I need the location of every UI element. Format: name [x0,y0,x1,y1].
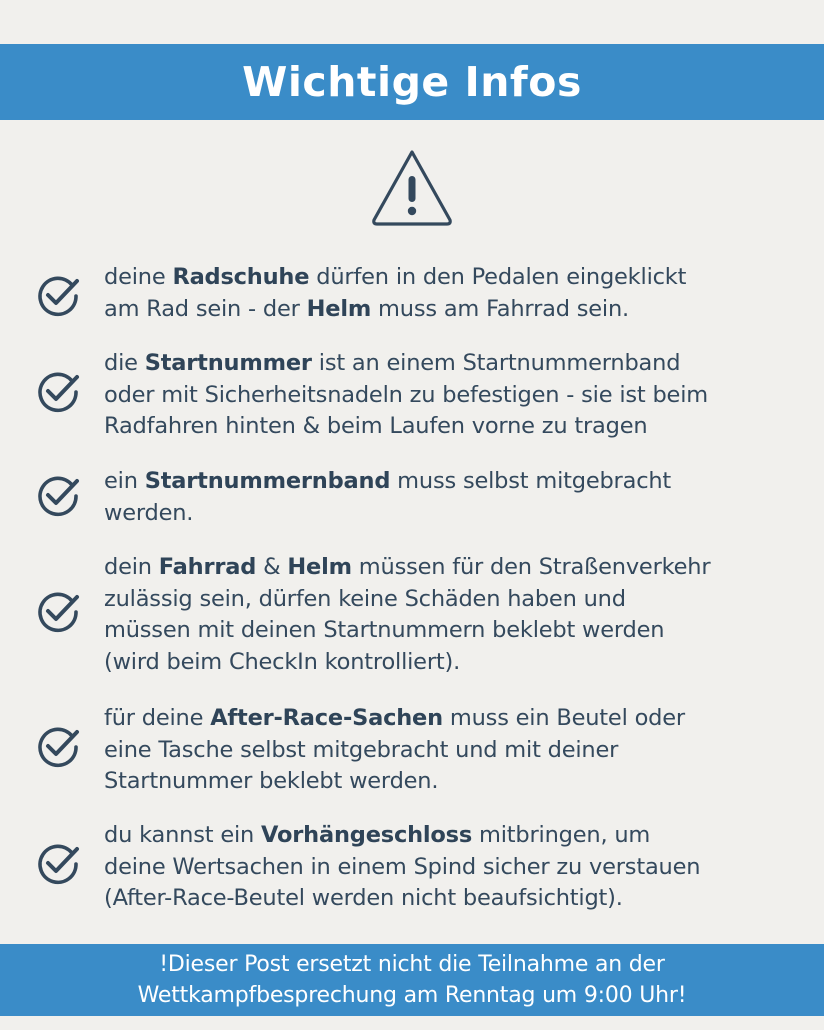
highlighted-term: After-Race-Sachen [210,705,443,731]
info-item-text [104,820,804,915]
highlighted-term: Fahrrad [158,554,257,580]
text-run: eine Tasche selbst mitgebracht und mit deiner [104,736,619,763]
check-circle-icon [36,590,80,634]
check-circle-icon [36,842,80,886]
header-bar [0,44,824,120]
text-run: werden. [104,499,194,526]
text-run: deine Wertsachen in einem Spind sicher zu verstauen [104,853,701,880]
info-item-text [104,703,804,798]
text-run: am Rad sein - der [104,295,307,322]
highlighted-term: Helm [306,295,372,322]
text-run: die [104,350,145,376]
highlighted-term: Radschuhe [172,264,310,290]
text-run: muss ein Beutel oder [442,705,685,731]
text-run: oder mit Sicherheitsnadeln zu befestigen - sie ist beim [104,381,708,408]
highlighted-term: Startnummernband [144,468,391,494]
text-run: mitbringen, um [472,822,651,848]
text-run: ist an einem Startnummernband [311,350,681,376]
highlighted-term: Vorhängeschloss [261,822,473,848]
highlighted-term: Helm [287,554,352,580]
text-run: müssen für den Straßenverkehr [351,554,711,580]
text-run: zulässig sein, dürfen keine Schäden haben und [104,585,626,612]
page-title: Wichtige Infos [242,58,582,106]
text-run: deine [104,264,173,290]
text-run: muss am Fahrrad sein. [371,295,629,322]
text-run: du kannst ein [104,822,262,848]
text-run: muss selbst mitgebracht [390,468,672,494]
text-run: Radfahren hinten & beim Laufen vorne zu tragen [104,413,648,439]
highlighted-term: Startnummer [144,350,312,376]
footer-note-line: Wettkampfbesprechung am Renntag um 9:00 Uhr! [137,983,687,1008]
text-run: dürfen in den Pedalen eingeklickt [309,264,687,290]
footer-bar [0,944,824,1016]
footer-note [138,949,687,1011]
text-run: für deine [104,705,211,731]
text-run: Startnummer beklebt werden. [104,768,439,794]
check-circle-icon [36,274,80,318]
text-run: dein [104,554,159,580]
check-circle-icon [36,474,80,518]
text-run: (wird beim CheckIn kontrolliert). [104,648,461,675]
text-run: & [256,554,288,580]
info-item-text [104,552,804,678]
text-run: müssen mit deinen Startnummern beklebt werden [104,617,665,643]
info-item-text [104,348,804,443]
info-item-text [104,466,804,529]
check-circle-icon [36,370,80,414]
info-item-text [104,262,804,325]
text-run: ein [104,468,145,494]
warning-triangle-icon [370,146,454,230]
check-circle-icon [36,725,80,769]
footer-note-line: !Dieser Post ersetzt nicht die Teilnahme an der [159,952,665,977]
text-run: (After-Race-Beutel werden nicht beaufsichtigt). [104,885,623,911]
